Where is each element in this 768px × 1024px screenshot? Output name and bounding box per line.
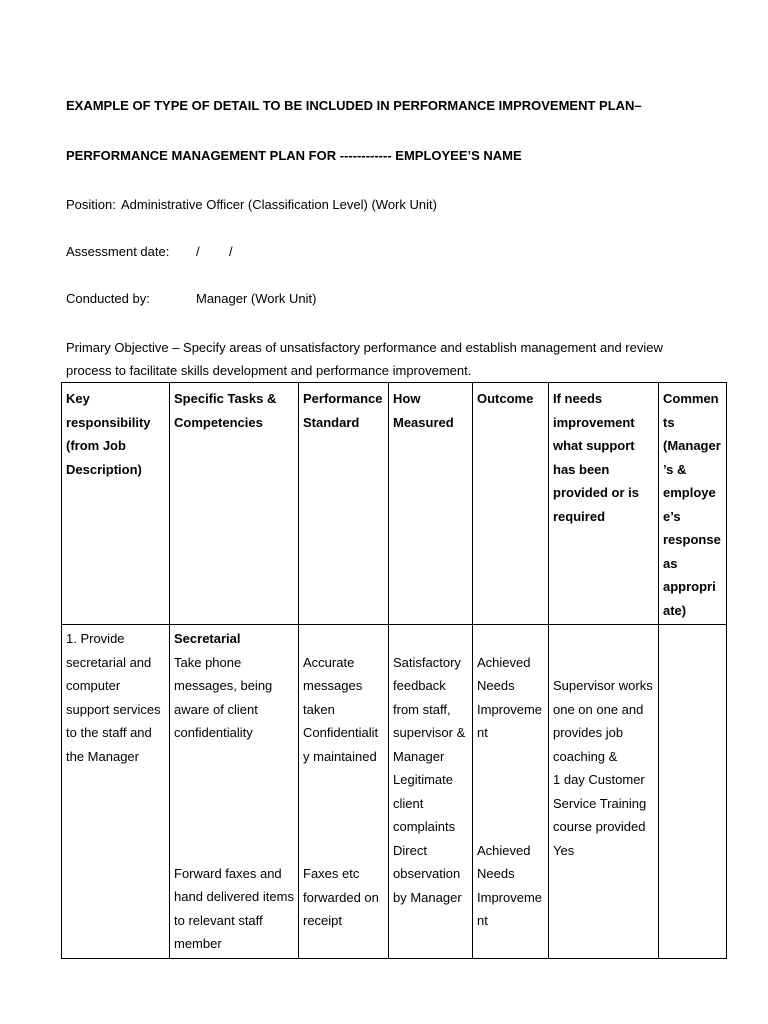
cell-standard bbox=[299, 625, 389, 959]
assessment-date-slash-1: / bbox=[196, 244, 200, 259]
conducted-by-value: Manager (Work Unit) bbox=[196, 291, 317, 306]
header-specific-tasks: Specific Tasks & Competencies bbox=[170, 383, 299, 625]
assessment-date-slash-2: / bbox=[229, 244, 233, 259]
document-subtitle: PERFORMANCE MANAGEMENT PLAN FOR ------------ EMPLOYEE’S NAME bbox=[66, 148, 522, 163]
cell-tasks bbox=[170, 625, 299, 959]
task-2: Forward faxes and hand delivered items to relevant staff member bbox=[174, 865, 294, 951]
header-how-measured: How Measured bbox=[389, 383, 473, 625]
task-1: Take phone messages, being aware of client confidentiality bbox=[174, 654, 273, 740]
header-key-responsibility: Key responsibility (from Job Description) bbox=[62, 383, 170, 625]
support-text: Supervisor works one on one and provides job coaching & 1 day Customer Service Training course provided Yes bbox=[553, 678, 653, 858]
position-label: Position: bbox=[66, 197, 116, 212]
standard-1: Accurate messages taken Confidentiality maintained bbox=[303, 654, 379, 764]
measured-2: Direct observation by Manager bbox=[393, 842, 462, 905]
header-outcome: Outcome bbox=[473, 383, 549, 625]
header-performance-standard: Performance Standard bbox=[299, 383, 389, 625]
document-title: EXAMPLE OF TYPE OF DETAIL TO BE INCLUDED IN PERFORMANCE IMPROVEMENT PLAN– bbox=[66, 98, 642, 113]
header-improvement-support: If needs improvement what support has been provided or is required bbox=[549, 383, 659, 625]
conducted-by-label: Conducted by: bbox=[66, 291, 150, 306]
cell-measured bbox=[389, 625, 473, 959]
table-row bbox=[62, 625, 727, 959]
cell-outcome bbox=[473, 625, 549, 959]
outcome-1: Achieved Needs Improvement bbox=[477, 654, 543, 740]
cell-support bbox=[549, 625, 659, 959]
cell-responsibility bbox=[62, 625, 170, 959]
primary-objective: Primary Objective – Specify areas of unsatisfactory performance and establish management and review process to facilitate skills development and performance improvement. bbox=[66, 340, 663, 378]
measured-1: Satisfactory feedback from staff, supervisor & Manager Legitimate client complaints bbox=[393, 654, 466, 834]
outcome-2: Achieved Needs Improvement bbox=[477, 842, 543, 928]
performance-plan-table bbox=[61, 382, 727, 959]
position-value: Administrative Officer (Classification Level) (Work Unit) bbox=[121, 197, 437, 212]
header-comments: Comments (Manager’s & employee’s response as appropriate) bbox=[659, 383, 727, 625]
assessment-date-label: Assessment date: bbox=[66, 244, 170, 259]
table-header-row bbox=[62, 383, 727, 625]
responsibility-text: 1. Provide secretarial and computer support services to the staff and the Manager bbox=[66, 631, 161, 764]
standard-2: Faxes etc forwarded on receipt bbox=[303, 866, 379, 928]
task-heading: Secretarial bbox=[174, 631, 241, 646]
cell-comments bbox=[659, 625, 727, 959]
